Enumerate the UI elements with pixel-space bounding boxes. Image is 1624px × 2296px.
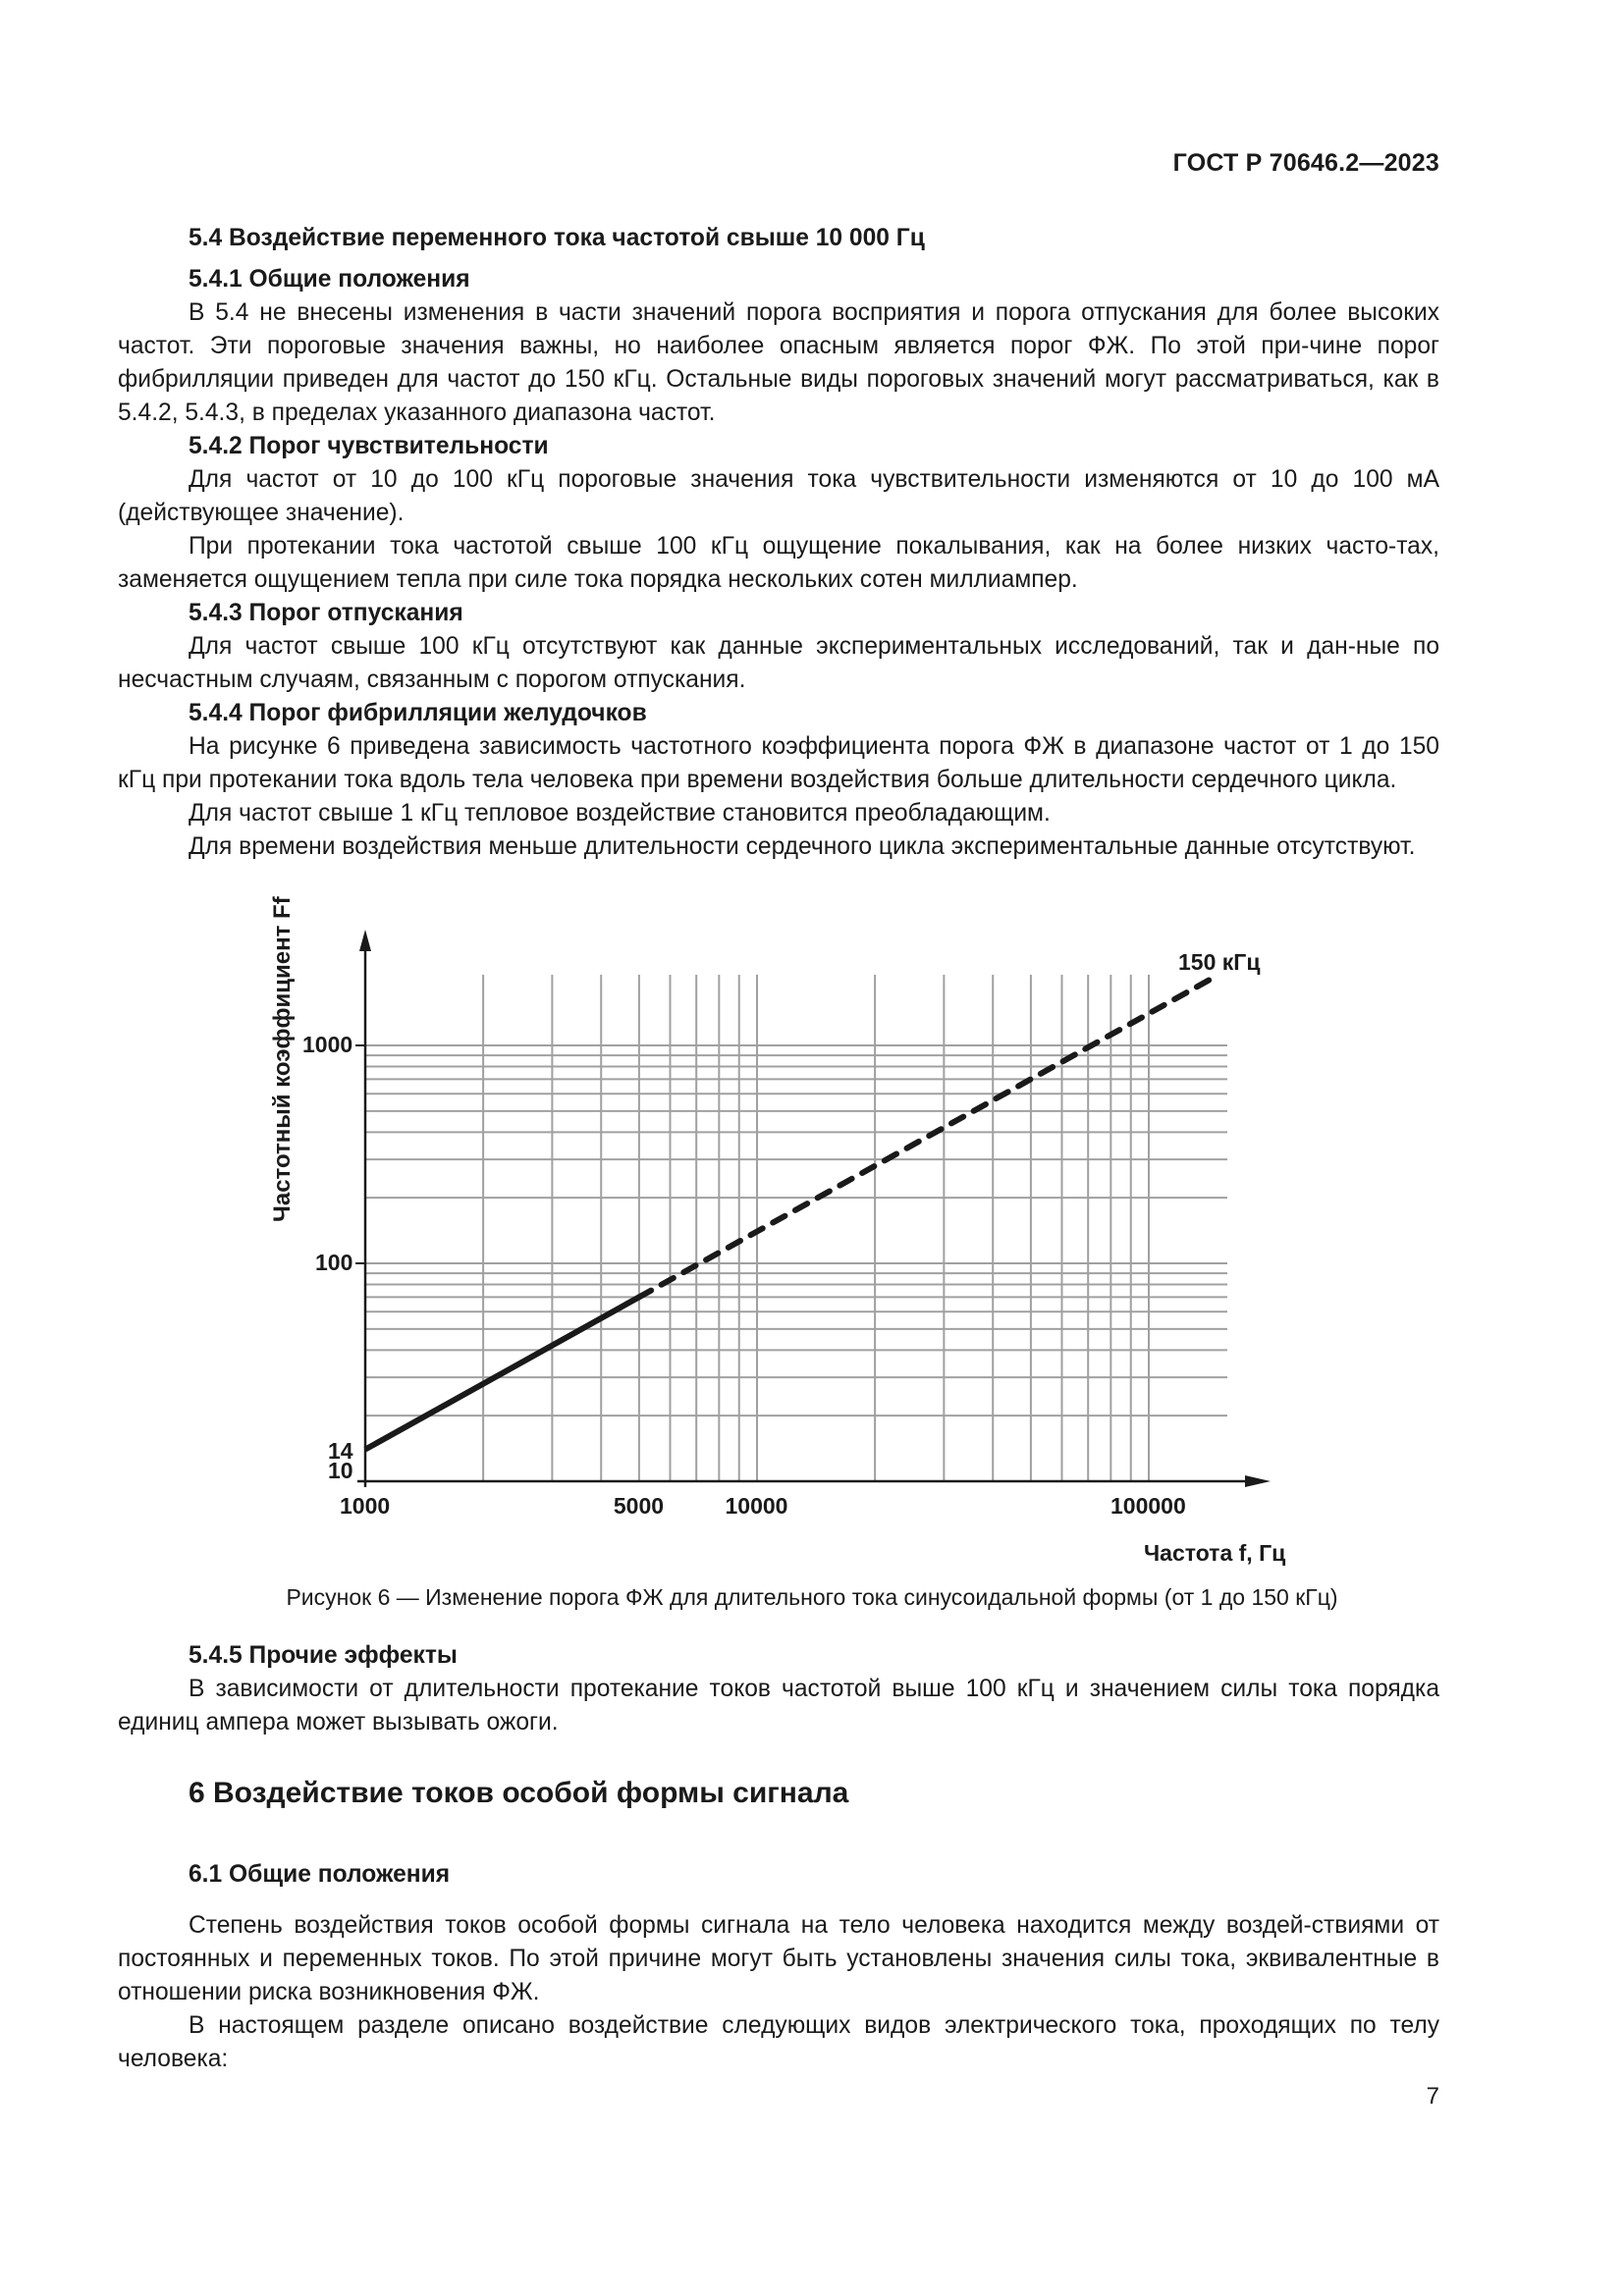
paragraph: На рисунке 6 приведена зависимость частотного коэффициента порога ФЖ в диапазоне частот от 1 до 150 кГц при протекании тока вдоль тела человека при времени воздействия больше длительности сердечного цикла. bbox=[118, 733, 1439, 793]
heading-5-4-2: 5.4.2 Порог чувствительности bbox=[189, 433, 549, 459]
y-axis-title: Частотный коэффициент Ff bbox=[269, 896, 296, 1222]
chart-plot bbox=[255, 928, 1276, 1575]
y-tick-label: 14 bbox=[328, 1438, 353, 1464]
x-axis-arrow-icon bbox=[1245, 1475, 1271, 1487]
y-tick-label: 10 bbox=[328, 1458, 353, 1483]
y-axis-arrow-icon bbox=[359, 930, 371, 951]
paragraph: Для частот свыше 100 кГц отсутствуют как данные экспериментальных исследований, так и дан-ные по несчастным случаям, связанным с порогом отпускания. bbox=[118, 633, 1439, 693]
heading-5-4-1: 5.4.1 Общие положения bbox=[189, 266, 470, 293]
x-tick-label: 1000 bbox=[340, 1493, 391, 1519]
solid-series-line bbox=[365, 1297, 639, 1449]
heading-6-1: 6.1 Общие положения bbox=[189, 1861, 451, 1888]
heading-5-4-3: 5.4.3 Порог отпускания bbox=[189, 600, 463, 626]
paragraph: В 5.4 не внесены изменения в части значений порога восприятия и порога отпускания для более высоких частот. Эти пороговые значения важны, но наиболее опасным является порог ФЖ. По этой при-чине порог фибрилляции приведен для частот до 150 кГц. Остальные виды пороговых значений могут рассматриваться, как в 5.4.2, 5.4.3, в пределах указанного диапазона частот. bbox=[118, 299, 1439, 426]
x-tick-label: 10000 bbox=[725, 1493, 788, 1519]
heading-6: 6 Воздействие токов особой формы сигнала bbox=[189, 1777, 849, 1809]
section-6 bbox=[118, 1777, 1439, 1810]
paragraph: Для частот от 10 до 100 кГц пороговые значения тока чувствительности изменяются от 10 до 100 мА (действующее значение). bbox=[118, 466, 1439, 526]
document-id: ГОСТ Р 70646.2—2023 bbox=[1172, 149, 1439, 177]
paragraph: Степень воздействия токов особой формы сигнала на тело человека находится между воздей-ствиями от постоянных и переменных токов. По этой причине могут быть установлены значения силы тока, эквивалентные в отношении риска возникновения ФЖ. bbox=[118, 1912, 1439, 2005]
x-axis-title: Частота f, Гц bbox=[1144, 1540, 1286, 1566]
series-annotation-label: 150 кГц bbox=[1178, 949, 1261, 975]
paragraph: В настоящем разделе описано воздействие следующих видов электрического тока, проходящих по телу человека: bbox=[118, 2012, 1439, 2072]
x-tick-label: 100000 bbox=[1110, 1493, 1186, 1519]
figure-6-chart bbox=[255, 896, 1286, 1575]
heading-5-4-5: 5.4.5 Прочие эффекты bbox=[189, 1642, 458, 1669]
heading-5-4-4: 5.4.4 Порог фибрилляции желудочков bbox=[189, 700, 647, 726]
paragraph: Для времени воздействия меньше длительности сердечного цикла экспериментальные данные отсутствуют. bbox=[189, 833, 1416, 860]
heading-5-4: 5.4 Воздействие переменного тока частотой свыше 10 000 Гц bbox=[189, 225, 925, 251]
y-tick-label: 1000 bbox=[302, 1032, 353, 1057]
paragraph: В зависимости от длительности протекание токов частотой выше 100 кГц и значением силы тока порядка единиц ампера может вызывать ожоги. bbox=[118, 1676, 1439, 1735]
x-tick-label: 5000 bbox=[613, 1493, 665, 1519]
figure-caption: Рисунок 6 — Изменение порога ФЖ для длительного тока синусоидальной формы (от 1 до 150 кГц) bbox=[286, 1584, 1338, 1610]
paragraph: Для частот свыше 1 кГц тепловое воздействие становится преобладающим. bbox=[189, 800, 1051, 827]
section-5-4-5 bbox=[118, 1639, 1439, 1739]
paragraph: При протекании тока частотой свыше 100 кГц ощущение покалывания, как на более низких часто-тах, заменяется ощущением тепла при силе тока порядка нескольких сотен миллиампер. bbox=[118, 533, 1439, 593]
section-5-4 bbox=[118, 222, 1439, 864]
section-6-1 bbox=[118, 1858, 1439, 2076]
y-tick-label: 100 bbox=[315, 1250, 353, 1275]
page-number: 7 bbox=[1426, 2083, 1439, 2109]
